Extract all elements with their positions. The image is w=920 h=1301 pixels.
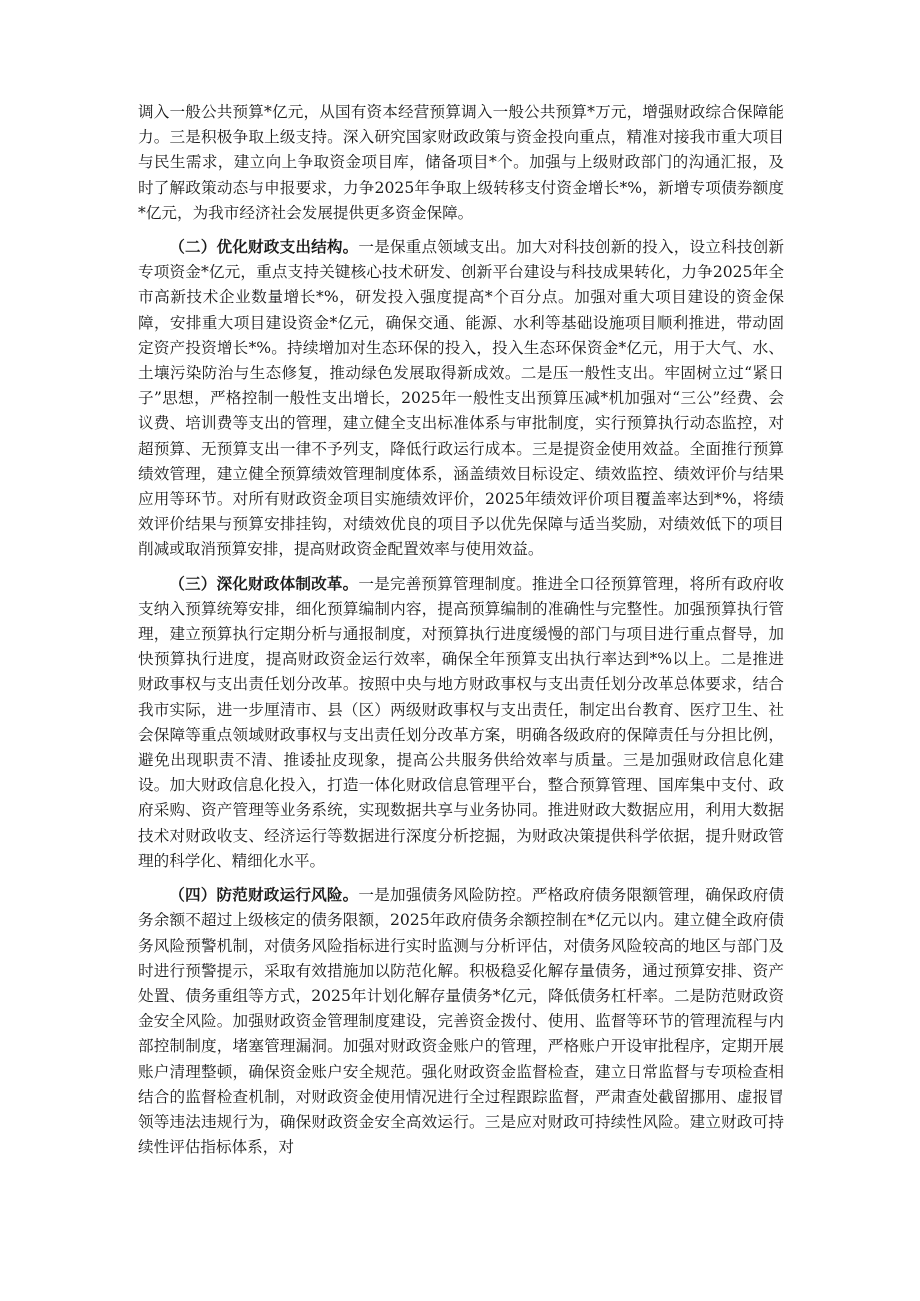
paragraph-expenditure-structure	[138, 234, 784, 563]
paragraph-text: 一是保重点领域支出。加大对科技创新的投入，设立科技创新专项资金*亿元，重点支持关键核心技术研发、创新平台建设与科技成果转化，力争2025年全市高新技术企业数量增长*%，研发投入强度提高*个百分点。加强对重大项目建设的资金保障，安排重大项目建设资金*亿元，确保交通、能源、水利等基础设施项目顺利推进，带动固定资产投资增长*%。持续增加对生态环保的投入，投入生态环保资金*亿元，用于大气、水、土壤污染防治与生态修复，推动绿色发展取得新成效。二是压一般性支出。牢固树立过“紧日子”思想，严格控制一般性支出增长，2025年一般性支出预算压减*机加强对“三公”经费、会议费、培训费等支出的管理，建立健全支出标准体系与审批制度，实行预算执行动态监控，对超预算、无预算支出一律不予列支，降低行政运行成本。三是提资金使用效益。全面推行预算绩效管理，建立健全预算绩效管理制度体系，涵盖绩效目标设定、绩效监控、绩效评价与结果应用等环节。对所有财政资金项目实施绩效评价，2025年绩效评价项目覆盖率达到*%，将绩效评价结果与预算安排挂钩，对绩效优良的项目予以优先保障与适当奖励，对绩效低下的项目削减或取消预算安排，提高财政资金配置效率与使用效益。	[138, 238, 784, 559]
paragraph-text: 一是加强债务风险防控。严格政府债务限额管理，确保政府债务余额不超过上级核定的债务限额，2025年政府债务余额控制在*亿元以内。建立健全政府债务风险预警机制，对债务风险指标进行实时监测与分析评估，对债务风险较高的地区与部门及时进行预警提示，采取有效措施加以防范化解。积极稳妥化解存量债务，通过预算安排、资产处置、债务重组等方式，2025年计划化解存量债务*亿元，降低债务杠杆率。二是防范财政资金安全风险。加强财政资金管理制度建设，完善资金拨付、使用、监督等环节的管理流程与内部控制制度，堵塞管理漏洞。加强对财政资金账户的管理，严格账户开设审批程序，定期开展账户清理整顿，确保资金账户安全规范。强化财政资金监督检查，建立日常监督与专项检查相结合的监督检查机制，对财政资金使用情况进行全过程跟踪监督，严肃查处截留挪用、虚报冒领等违法违规行为，确保财政资金安全高效运行。三是应对财政可持续性风险。建立财政可持续性评估指标体系，对	[138, 886, 784, 1157]
paragraph-text: 调入一般公共预算*亿元，从国有资本经营预算调入一般公共预算*万元，增强财政综合保障能力。三是积极争取上级支持。深入研究国家财政政策与资金投向重点，精准对接我市重大项目与民生需求，建立向上争取资金项目库，储备项目*个。加强与上级财政部门的沟通汇报，及时了解政策动态与申报要求，力争2025年争取上级转移支付资金增长*%，新增专项债券额度*亿元，为我市经济社会发展提供更多资金保障。	[138, 103, 784, 222]
paragraph-text: 一是完善预算管理制度。推进全口径预算管理，将所有政府收支纳入预算统筹安排，细化预算编制内容，提高预算编制的准确性与完整性。加强预算执行管理，建立预算执行定期分析与通报制度，对预算执行进度缓慢的部门与项目进行重点督导，加快预算执行进度，提高财政资金运行效率，确保全年预算支出执行率达到*%以上。二是推进财政事权与支出责任划分改革。按照中央与地方财政事权与支出责任划分改革总体要求，结合我市实际，进一步厘清市、县（区）两级财政事权与支出责任，制定出台教育、医疗卫生、社会保障等重点领域财政事权与支出责任划分改革方案，明确各级政府的保障责任与分担比例，避免出现职责不清、推诿扯皮现象，提高公共服务供给效率与质量。三是加强财政信息化建设。加大财政信息化投入，打造一体化财政信息管理平台，整合预算管理、国库集中支付、政府采购、资产管理等业务系统，实现数据共享与业务协同。推进财政大数据应用，利用大数据技术对财政收支、经济运行等数据进行深度分析挖掘，为财政决策提供科学依据，提升财政管理的科学化、精细化水平。	[138, 574, 784, 870]
paragraph-risk-prevention	[138, 882, 784, 1160]
section-heading-3: （三）深化财政体制改革。	[169, 573, 359, 593]
section-heading-2: （二）优化财政支出结构。	[169, 237, 359, 257]
paragraph-system-reform	[138, 571, 784, 874]
paragraph-revenue-continued	[138, 100, 784, 226]
section-heading-4: （四）防范财政运行风险。	[169, 885, 359, 905]
document-page	[138, 100, 784, 1160]
